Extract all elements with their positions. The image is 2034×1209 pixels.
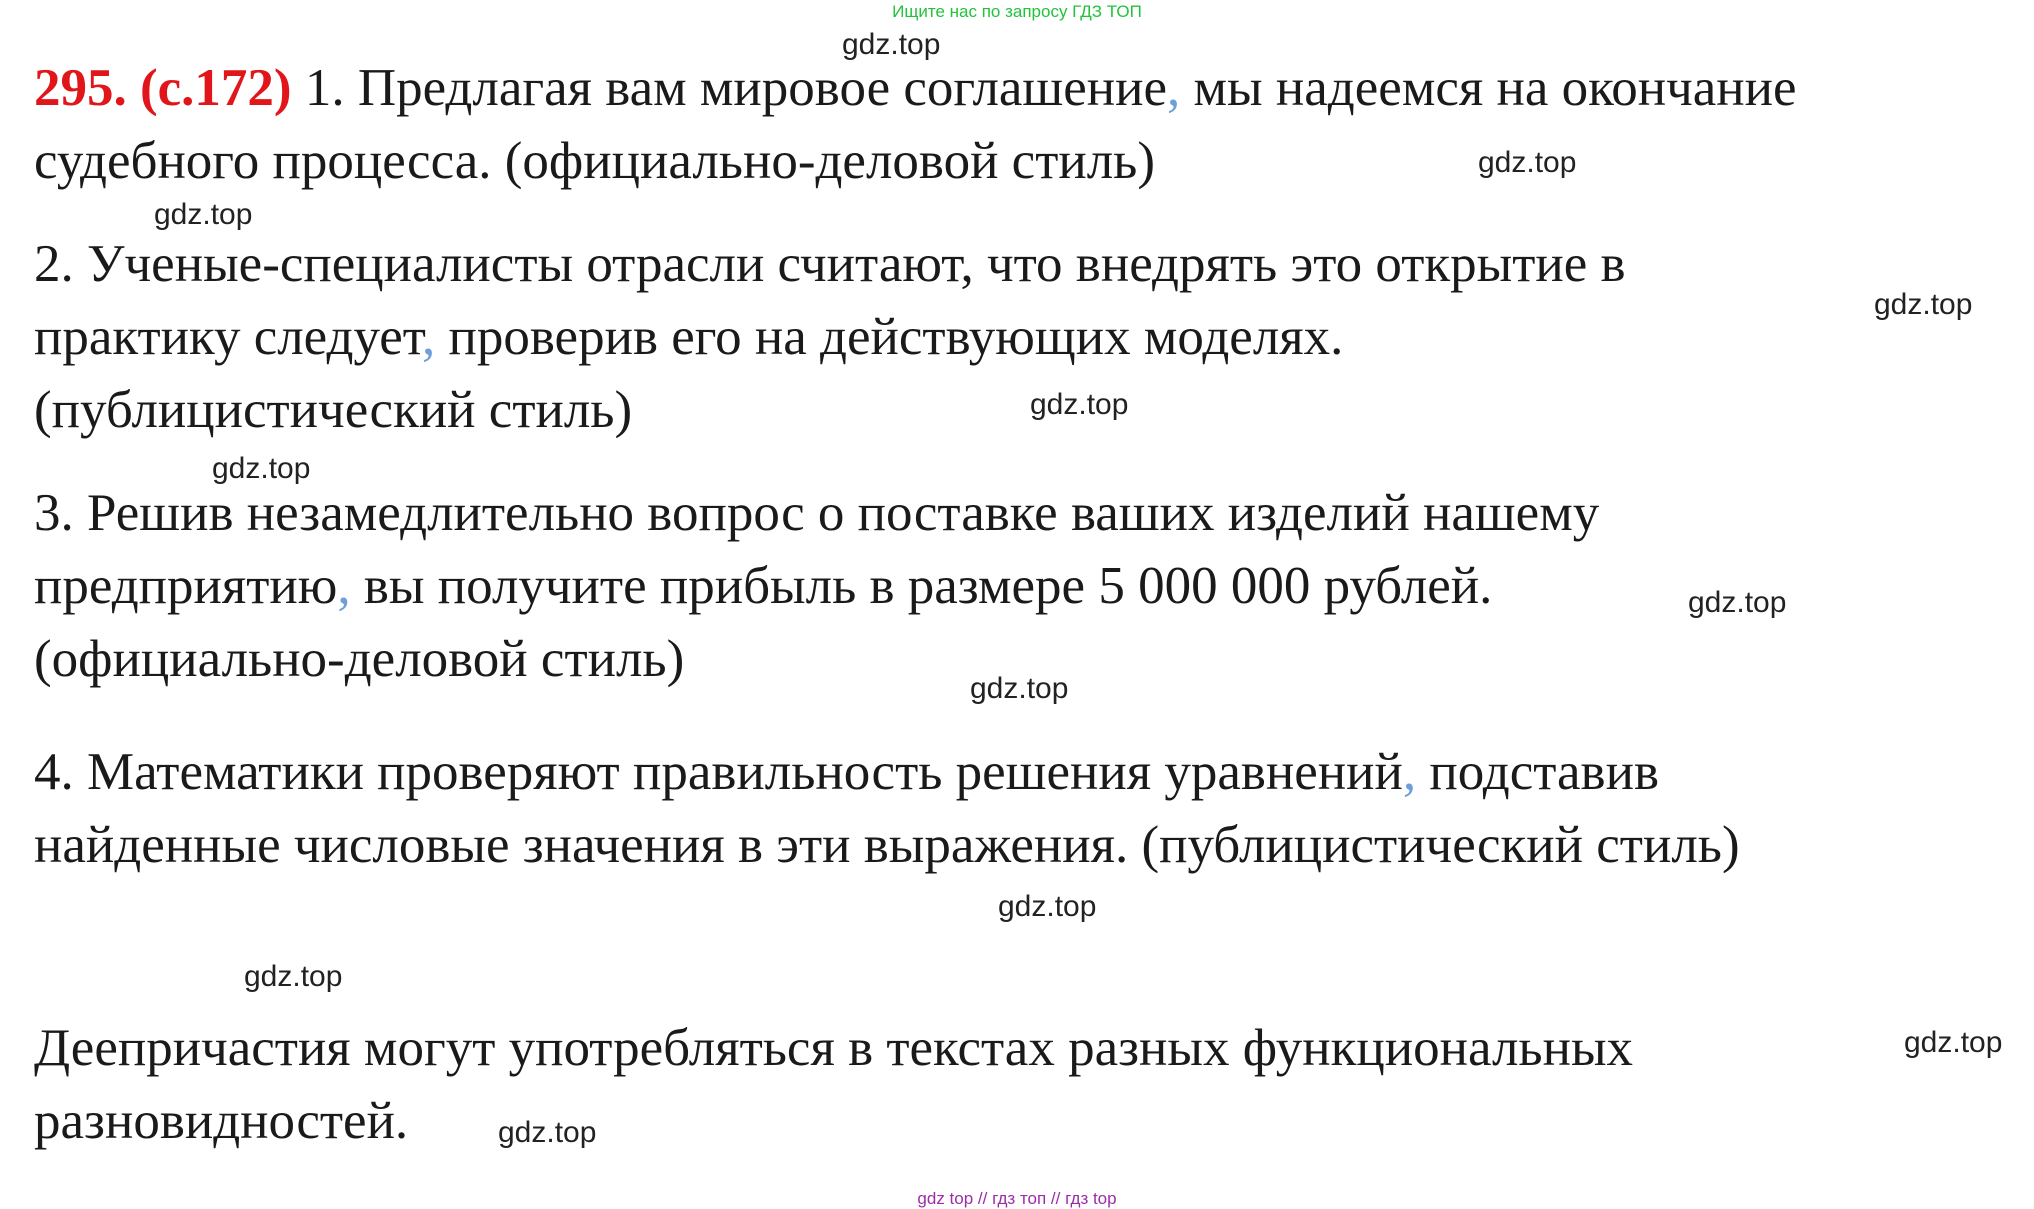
task-number-label: 295. (с.172) (34, 59, 292, 117)
conclusion-line-2: разновидностей. (34, 1092, 409, 1150)
item-1-comma: , (1167, 59, 1181, 117)
task-item-1 (34, 52, 2024, 198)
conclusion-text (34, 1012, 2024, 1158)
item-3-comma: , (337, 557, 351, 615)
item-4-text-a: 4. Математики проверяют правильность решения уравнений (34, 743, 1403, 801)
item-3-text-a: 3. Решив незамедлительно вопрос о поставке ваших изделий нашему (34, 484, 1600, 542)
watermark: gdz.top (1030, 388, 1129, 421)
item-3-text-c: вы получите прибыль в размере 5 000 000 рублей. (350, 557, 1493, 615)
item-3-text-d: (официально-деловой стиль) (34, 630, 685, 688)
watermark: gdz.top (1904, 1026, 2003, 1059)
item-4-comma: , (1402, 743, 1417, 801)
conclusion-line-1: Деепричастия могут употребляться в текстах разных функциональных (34, 1019, 1634, 1077)
item-2-text-b: практику следует (34, 308, 422, 366)
item-2-text-d: (публицистический стиль) (34, 381, 633, 439)
item-1-text-b: мы надеемся на окончание (1180, 59, 1797, 117)
watermark: gdz.top (842, 28, 941, 61)
item-2-text-c: проверив его на действующих моделях. (435, 308, 1344, 366)
watermark: gdz.top (998, 890, 1097, 923)
item-1-text-a: 1. Предлагая вам мировое соглашение (304, 59, 1168, 117)
watermark: gdz.top (244, 960, 343, 993)
watermark: gdz.top (498, 1116, 597, 1149)
item-1-text-c: судебного процесса. (официально-деловой стиль) (34, 132, 1155, 190)
top-banner: Ищите нас по запросу ГДЗ ТОП (892, 2, 1142, 21)
item-2-comma: , (421, 308, 436, 366)
bottom-footer: gdz top // гдз топ // гдз top (917, 1189, 1117, 1208)
item-2-text-a: 2. Ученые-специалисты отрасли считают, что внедрять это открытие в (34, 235, 1626, 293)
task-item-4 (34, 736, 2024, 882)
watermark: gdz.top (212, 452, 311, 485)
item-3-text-b: предприятию (34, 557, 338, 615)
watermark: gdz.top (1874, 288, 1973, 321)
task-item-2 (34, 228, 2024, 447)
watermark: gdz.top (1478, 146, 1577, 179)
item-4-text-b: подставив (1416, 743, 1659, 801)
watermark: gdz.top (1688, 586, 1787, 619)
item-4-text-c: найденные числовые значения в эти выражения. (публицистический стиль) (34, 816, 1740, 874)
watermark: gdz.top (970, 672, 1069, 705)
watermark: gdz.top (154, 198, 253, 231)
